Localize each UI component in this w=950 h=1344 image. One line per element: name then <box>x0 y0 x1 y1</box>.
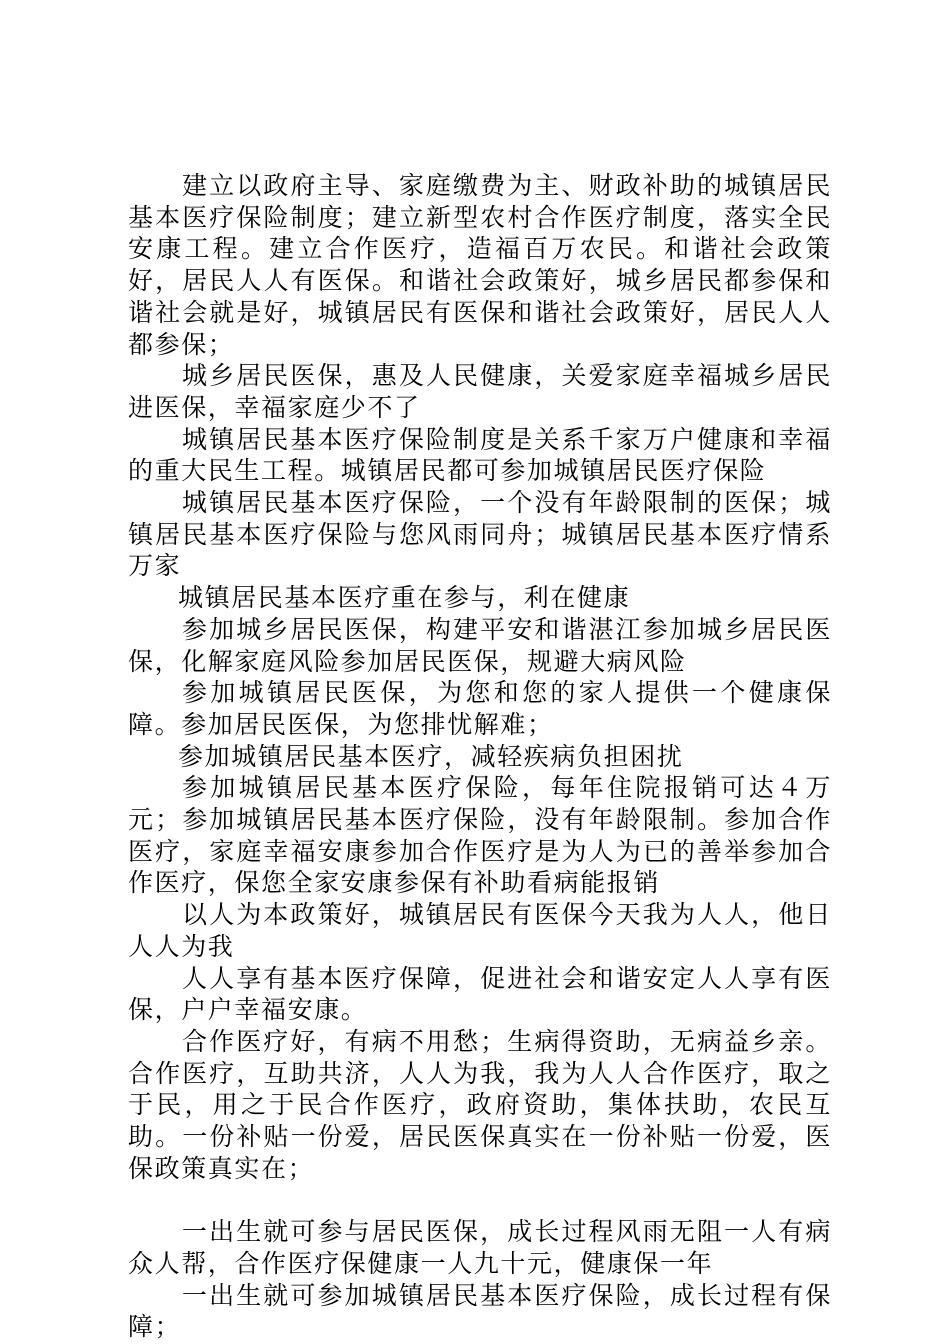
paragraph: 建立以政府主导、家庭缴费为主、财政补助的城镇居民基本医疗保险制度；建立新型农村合作医疗制度，落实全民安康工程。建立合作医疗，造福百万农民。和谐社会政策好，居民人人有医保。和谐社会政策好，城乡居民都参保和谐社会就是好，城镇居民有医保和谐社会政策好，居民人人都参保； <box>128 171 832 359</box>
paragraph: 以人为本政策好，城镇居民有医保今天我为人人，他日人人为我 <box>128 900 832 961</box>
document-body <box>128 170 832 1343</box>
paragraph: 参加城镇居民基本医疗保险，每年住院报销可达４万元；参加城镇居民基本医疗保险，没有年龄限制。参加合作医疗，家庭幸福安康参加合作医疗是为人为已的善举参加合作医疗，保您全家安康参保有补助看病能报销 <box>128 773 832 898</box>
paragraph: 城镇居民基本医疗保险，一个没有年龄限制的医保；城镇居民基本医疗保险与您风雨同舟；城镇居民基本医疗情系万家 <box>128 488 832 581</box>
paragraph: 参加城镇居民医保，为您和您的家人提供一个健康保障。参加居民医保，为您排忧解难； <box>128 678 832 739</box>
paragraph: 一出生就可参加城镇居民基本医疗保险，成长过程有保障； <box>128 1280 832 1342</box>
paragraph: 城镇居民基本医疗保险制度是关系千家万户健康和幸福的重大民生工程。城镇居民都可参加城镇居民医疗保险 <box>128 424 832 486</box>
paragraph: 参加城镇居民基本医疗，减轻疾病负担困扰 <box>178 741 684 771</box>
paragraph: 一出生就可参与居民医保，成长过程风雨无阻一人有病众人帮，合作医疗保健康一人九十元，健康保一年 <box>128 1217 832 1278</box>
blank-line <box>128 1185 832 1217</box>
paragraph: 合作医疗好，有病不用愁；生病得资助，无病益乡亲。合作医疗，互助共济，人人为我，我为人人合作医疗，取之于民，用之于民合作医疗，政府资助，集体扶助，农民互助。一份补贴一份爱，居民医保真实在一份补贴一份爱，医保政策真实在； <box>128 1026 832 1183</box>
paragraph: 参加城乡居民医保，构建平安和谐湛江参加城乡居民医保，化解家庭风险参加居民医保，规避大病风险 <box>128 614 832 676</box>
paragraph: 人人享有基本医疗保障，促进社会和谐安定人人享有医保，户户幸福安康。 <box>128 963 832 1025</box>
paragraph: 城镇居民基本医疗重在参与，利在健康 <box>178 583 631 613</box>
paragraph: 城乡居民医保，惠及人民健康，关爱家庭幸福城乡居民进医保，幸福家庭少不了 <box>128 361 832 422</box>
